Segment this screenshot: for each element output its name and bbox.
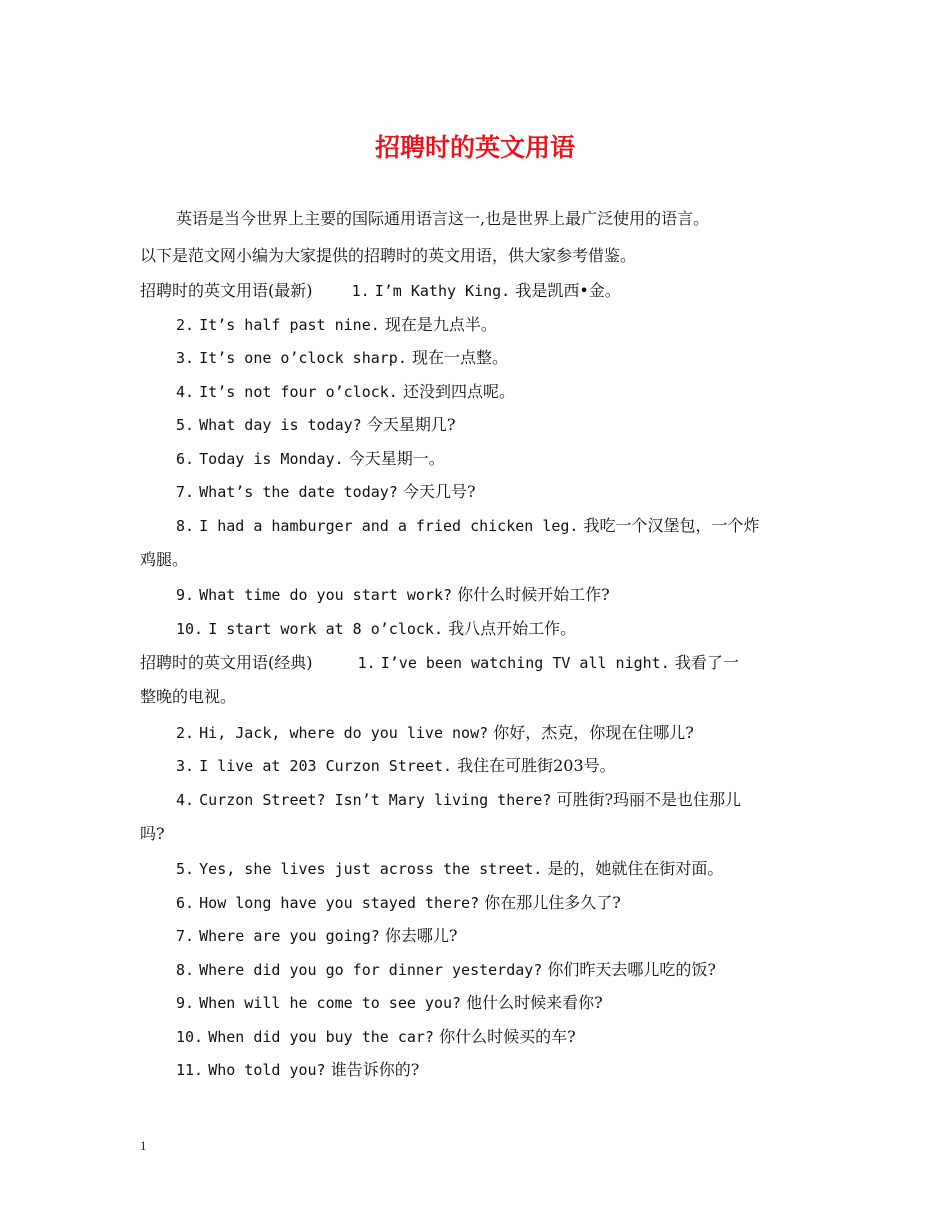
section2-heading-line xyxy=(140,652,820,674)
item-chinese: 今天星期几? xyxy=(366,415,456,434)
item-number: 8. xyxy=(176,961,195,979)
section1-heading-line xyxy=(140,280,820,302)
item-english: I start work at 8 o’clock. xyxy=(208,620,443,638)
item-number: 9. xyxy=(176,994,195,1012)
item-chinese: 我看了一 xyxy=(674,653,739,672)
item-english: Hi, Jack, where do you live now? xyxy=(199,724,489,742)
item-number: 5. xyxy=(176,416,195,434)
item-number: 10. xyxy=(176,1028,204,1046)
item-chinese: 现在是九点半。 xyxy=(384,315,497,334)
item-chinese: 你在那儿住多久了? xyxy=(484,893,621,912)
item-number: 1. xyxy=(357,654,376,672)
item-number: 8. xyxy=(176,517,195,535)
item-chinese: 今天几号? xyxy=(402,482,476,501)
list-item xyxy=(176,584,856,606)
list-item xyxy=(176,858,856,880)
page-number: 1 xyxy=(140,1138,147,1153)
item-chinese: 现在一点整。 xyxy=(411,348,508,367)
intro-line-2: 以下是范文网小编为大家提供的招聘时的英文用语，供大家参考借鉴。 xyxy=(140,246,637,265)
list-item xyxy=(176,925,856,947)
item-english: It’s not four o’clock. xyxy=(199,383,398,401)
document-title: 招聘时的英文用语 xyxy=(374,133,575,162)
item-number: 3. xyxy=(176,349,195,367)
list-item xyxy=(176,789,856,811)
list-item xyxy=(176,347,856,369)
list-item xyxy=(176,1026,856,1048)
list-item xyxy=(176,481,856,503)
list-item xyxy=(176,755,856,777)
item-number: 3. xyxy=(176,757,195,775)
item-english: Where did you go for dinner yesterday? xyxy=(199,961,543,979)
item-number: 1. xyxy=(351,282,370,300)
item-number: 10. xyxy=(176,620,204,638)
item-english: Who told you? xyxy=(208,1061,326,1079)
item-english: What time do you start work? xyxy=(199,586,453,604)
item-number: 11. xyxy=(176,1061,204,1079)
item-english: Curzon Street? Isn’t Mary living there? xyxy=(199,791,552,809)
item-chinese: 我八点开始工作。 xyxy=(448,619,577,638)
item-english: It’s half past nine. xyxy=(199,316,380,334)
item-chinese: 他什么时候来看你? xyxy=(466,993,603,1012)
item-english: How long have you stayed there? xyxy=(199,894,480,912)
list-item xyxy=(176,1059,856,1081)
item-english: Where are you going? xyxy=(199,927,380,945)
item-english: I live at 203 Curzon Street. xyxy=(199,757,453,775)
item-chinese: 你什么时候开始工作? xyxy=(457,585,610,604)
section2-heading: 招聘时的英文用语(经典) xyxy=(140,653,313,672)
item-chinese: 你什么时候买的车? xyxy=(439,1027,576,1046)
item-english: When did you buy the car? xyxy=(208,1028,434,1046)
list-item xyxy=(176,722,856,744)
item-english: I’ve been watching TV all night. xyxy=(380,654,670,672)
item-chinese: 是的，她就住在街对面。 xyxy=(547,859,724,878)
section1-heading: 招聘时的英文用语(最新) xyxy=(140,281,313,300)
item-english: Today is Monday. xyxy=(199,450,344,468)
item-number: 7. xyxy=(176,483,195,501)
list-item xyxy=(176,448,856,470)
item-english: It’s one o’clock sharp. xyxy=(199,349,407,367)
item-chinese: 你去哪儿? xyxy=(384,926,458,945)
list-item xyxy=(176,992,856,1014)
item-number: 5. xyxy=(176,860,195,878)
item-number: 4. xyxy=(176,383,195,401)
item-english: I’m Kathy King. xyxy=(374,282,511,300)
list-item xyxy=(176,381,856,403)
item-chinese: 你好，杰克，你现在住哪儿? xyxy=(493,723,694,742)
item-chinese: 谁告诉你的? xyxy=(330,1060,420,1079)
list-item xyxy=(176,618,856,640)
item-chinese: 今天星期一。 xyxy=(348,449,445,468)
item-number: 2. xyxy=(176,724,195,742)
item-number: 7. xyxy=(176,927,195,945)
list-item xyxy=(176,314,856,336)
item-english: What day is today? xyxy=(199,416,362,434)
intro-line-1: 英语是当今世界上主要的国际通用语言这一,也是世界上最广泛使用的语言。 xyxy=(176,209,710,228)
item-english: When will he come to see you? xyxy=(199,994,462,1012)
item-chinese: 还没到四点呢。 xyxy=(402,382,515,401)
item-chinese: 你们昨天去哪儿吃的饭? xyxy=(547,960,717,979)
list-item-continuation: 吗? xyxy=(140,824,165,843)
item-number: 9. xyxy=(176,586,195,604)
list-item xyxy=(176,515,856,537)
list-item-continuation: 鸡腿。 xyxy=(140,550,189,569)
item-number: 6. xyxy=(176,450,195,468)
list-item xyxy=(176,892,856,914)
item-chinese: 我是凯西•金。 xyxy=(515,281,621,300)
item-chinese: 我住在可胜街203号。 xyxy=(457,756,616,775)
item-number: 6. xyxy=(176,894,195,912)
item-english: What’s the date today? xyxy=(199,483,398,501)
list-item xyxy=(176,959,856,981)
item-english: Yes, she lives just across the street. xyxy=(199,860,543,878)
list-item-continuation: 整晚的电视。 xyxy=(140,687,237,706)
item-number: 4. xyxy=(176,791,195,809)
item-chinese: 可胜街?玛丽不是也住那儿 xyxy=(556,790,742,809)
item-number: 2. xyxy=(176,316,195,334)
item-chinese: 我吃一个汉堡包，一个炸 xyxy=(583,516,760,535)
list-item xyxy=(176,414,856,436)
item-english: I had a hamburger and a fried chicken leg. xyxy=(199,517,579,535)
